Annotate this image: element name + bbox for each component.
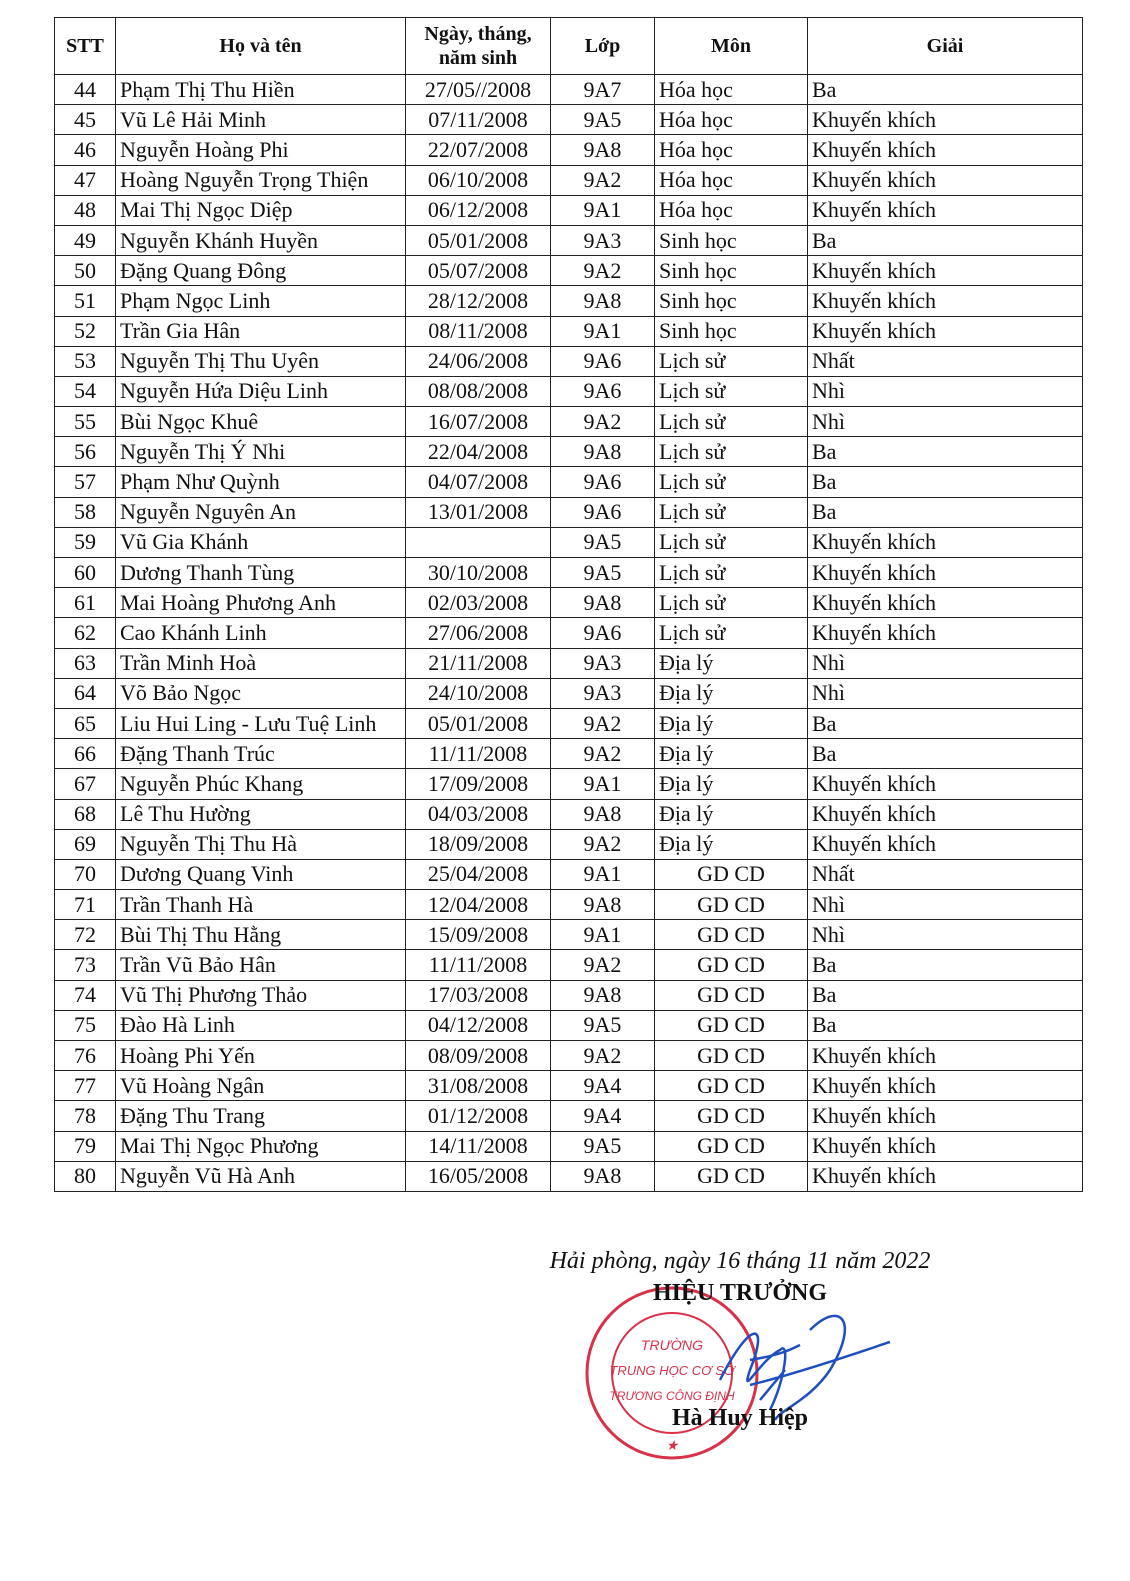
cell-stt: 76: [55, 1041, 116, 1071]
cell-name: Vũ Lê Hải Minh: [116, 105, 406, 135]
cell-subject: GD CD: [655, 1071, 808, 1101]
cell-dob: 02/03/2008: [406, 588, 551, 618]
table-row: [55, 648, 1083, 678]
cell-name: Vũ Hoàng Ngân: [116, 1071, 406, 1101]
cell-stt: 45: [55, 105, 116, 135]
cell-stt: 53: [55, 346, 116, 376]
cell-class: 9A1: [551, 920, 655, 950]
cell-subject: GD CD: [655, 1101, 808, 1131]
table-row: [55, 980, 1083, 1010]
cell-class: 9A3: [551, 225, 655, 255]
cell-stt: 62: [55, 618, 116, 648]
table-row: [55, 467, 1083, 497]
cell-dob: 25/04/2008: [406, 859, 551, 889]
cell-stt: 77: [55, 1071, 116, 1101]
cell-award: Ba: [808, 950, 1083, 980]
table-row: [55, 75, 1083, 105]
cell-stt: 49: [55, 225, 116, 255]
cell-class: 9A2: [551, 950, 655, 980]
cell-award: Khuyến khích: [808, 1071, 1083, 1101]
cell-class: 9A7: [551, 75, 655, 105]
cell-stt: 66: [55, 739, 116, 769]
cell-award: Nhì: [808, 920, 1083, 950]
header-award: Giải: [808, 18, 1083, 75]
cell-class: 9A2: [551, 829, 655, 859]
cell-award: Khuyến khích: [808, 829, 1083, 859]
cell-class: 9A3: [551, 648, 655, 678]
cell-class: 9A8: [551, 286, 655, 316]
table-row: [55, 1041, 1083, 1071]
table-row: [55, 195, 1083, 225]
cell-award: Nhì: [808, 376, 1083, 406]
cell-class: 9A2: [551, 407, 655, 437]
stamp-star-icon: ★: [665, 1437, 679, 1453]
cell-class: 9A3: [551, 678, 655, 708]
cell-name: Hoàng Nguyễn Trọng Thiện: [116, 165, 406, 195]
cell-dob: 08/08/2008: [406, 376, 551, 406]
cell-award: Nhì: [808, 678, 1083, 708]
cell-dob: 05/07/2008: [406, 256, 551, 286]
cell-dob: 31/08/2008: [406, 1071, 551, 1101]
cell-name: Lê Thu Hường: [116, 799, 406, 829]
cell-award: Ba: [808, 225, 1083, 255]
cell-name: Nguyễn Nguyên An: [116, 497, 406, 527]
cell-award: Nhất: [808, 859, 1083, 889]
cell-name: Nguyễn Vũ Hà Anh: [116, 1161, 406, 1191]
cell-award: Ba: [808, 497, 1083, 527]
cell-stt: 48: [55, 195, 116, 225]
cell-award: Khuyến khích: [808, 135, 1083, 165]
cell-dob: 16/07/2008: [406, 407, 551, 437]
awards-table: [54, 17, 1083, 1192]
table-row: [55, 135, 1083, 165]
cell-class: 9A5: [551, 1131, 655, 1161]
cell-award: Khuyến khích: [808, 1131, 1083, 1161]
cell-name: Nguyễn Thị Thu Uyên: [116, 346, 406, 376]
cell-class: 9A8: [551, 799, 655, 829]
table-row: [55, 618, 1083, 648]
cell-dob: 08/09/2008: [406, 1041, 551, 1071]
cell-dob: 18/09/2008: [406, 829, 551, 859]
cell-subject: GD CD: [655, 890, 808, 920]
cell-name: Nguyễn Khánh Huyền: [116, 225, 406, 255]
header-subject: Môn: [655, 18, 808, 75]
cell-dob: 14/11/2008: [406, 1131, 551, 1161]
cell-name: Bùi Thị Thu Hằng: [116, 920, 406, 950]
cell-subject: Lịch sử: [655, 497, 808, 527]
cell-award: Khuyến khích: [808, 256, 1083, 286]
cell-class: 9A8: [551, 980, 655, 1010]
cell-stt: 70: [55, 859, 116, 889]
cell-class: 9A6: [551, 376, 655, 406]
cell-award: Nhì: [808, 890, 1083, 920]
cell-subject: Lịch sử: [655, 527, 808, 557]
cell-name: Mai Hoàng Phương Anh: [116, 588, 406, 618]
table-row: [55, 708, 1083, 738]
cell-subject: GD CD: [655, 1041, 808, 1071]
table-header-row: [55, 18, 1083, 75]
cell-subject: GD CD: [655, 920, 808, 950]
table-row: [55, 890, 1083, 920]
cell-stt: 50: [55, 256, 116, 286]
header-stt: STT: [55, 18, 116, 75]
cell-dob: 22/04/2008: [406, 437, 551, 467]
cell-dob: 13/01/2008: [406, 497, 551, 527]
signer-title: HIỆU TRƯỞNG: [652, 1280, 828, 1306]
cell-subject: Địa lý: [655, 739, 808, 769]
cell-award: Ba: [808, 467, 1083, 497]
cell-award: Ba: [808, 75, 1083, 105]
table-row: [55, 1161, 1083, 1191]
cell-dob: 06/10/2008: [406, 165, 551, 195]
cell-class: 9A1: [551, 195, 655, 225]
cell-award: Ba: [808, 708, 1083, 738]
cell-subject: Địa lý: [655, 799, 808, 829]
table-row: [55, 527, 1083, 557]
table-row: [55, 769, 1083, 799]
cell-award: Khuyến khích: [808, 527, 1083, 557]
cell-dob: 17/03/2008: [406, 980, 551, 1010]
cell-stt: 47: [55, 165, 116, 195]
cell-dob: 05/01/2008: [406, 225, 551, 255]
cell-award: Khuyến khích: [808, 558, 1083, 588]
cell-class: 9A2: [551, 165, 655, 195]
cell-subject: GD CD: [655, 980, 808, 1010]
cell-subject: Lịch sử: [655, 618, 808, 648]
cell-name: Trần Gia Hân: [116, 316, 406, 346]
cell-award: Khuyến khích: [808, 105, 1083, 135]
cell-award: Nhì: [808, 407, 1083, 437]
stamp-line-3: TRƯƠNG CÔNG ĐỊNH: [609, 1389, 735, 1403]
cell-class: 9A1: [551, 859, 655, 889]
table-row: [55, 316, 1083, 346]
cell-stt: 75: [55, 1010, 116, 1040]
cell-dob: 24/10/2008: [406, 678, 551, 708]
stamp-line-2: TRUNG HỌC CƠ SỞ: [609, 1363, 735, 1378]
cell-subject: Địa lý: [655, 678, 808, 708]
cell-stt: 79: [55, 1131, 116, 1161]
cell-stt: 56: [55, 437, 116, 467]
cell-name: Đặng Thu Trang: [116, 1101, 406, 1131]
cell-award: Khuyến khích: [808, 165, 1083, 195]
cell-stt: 78: [55, 1101, 116, 1131]
table-row: [55, 225, 1083, 255]
table-row: [55, 1101, 1083, 1131]
cell-subject: Lịch sử: [655, 407, 808, 437]
table-row: [55, 558, 1083, 588]
table-row: [55, 1131, 1083, 1161]
cell-award: Khuyến khích: [808, 618, 1083, 648]
cell-subject: Địa lý: [655, 648, 808, 678]
cell-dob: 11/11/2008: [406, 950, 551, 980]
cell-dob: 04/12/2008: [406, 1010, 551, 1040]
signer-name: Hà Huy Hiệp: [671, 1405, 809, 1431]
cell-stt: 61: [55, 588, 116, 618]
cell-class: 9A5: [551, 558, 655, 588]
cell-dob: 12/04/2008: [406, 890, 551, 920]
cell-dob: 24/06/2008: [406, 346, 551, 376]
cell-name: Nguyễn Thị Thu Hà: [116, 829, 406, 859]
cell-award: Khuyến khích: [808, 1041, 1083, 1071]
cell-dob: 21/11/2008: [406, 648, 551, 678]
table-row: [55, 1071, 1083, 1101]
cell-class: 9A5: [551, 527, 655, 557]
cell-subject: Địa lý: [655, 708, 808, 738]
cell-name: Võ Bảo Ngọc: [116, 678, 406, 708]
table-row: [55, 739, 1083, 769]
cell-name: Mai Thị Ngọc Phương: [116, 1131, 406, 1161]
cell-stt: 57: [55, 467, 116, 497]
table-row: [55, 799, 1083, 829]
cell-stt: 64: [55, 678, 116, 708]
cell-stt: 51: [55, 286, 116, 316]
cell-class: 9A5: [551, 1010, 655, 1040]
cell-dob: 17/09/2008: [406, 769, 551, 799]
cell-class: 9A2: [551, 708, 655, 738]
cell-subject: Lịch sử: [655, 467, 808, 497]
table-row: [55, 286, 1083, 316]
cell-dob: 04/03/2008: [406, 799, 551, 829]
cell-subject: Hóa học: [655, 165, 808, 195]
cell-dob: 07/11/2008: [406, 105, 551, 135]
cell-name: Mai Thị Ngọc Diệp: [116, 195, 406, 225]
cell-name: Dương Thanh Tùng: [116, 558, 406, 588]
cell-subject: GD CD: [655, 1131, 808, 1161]
table-row: [55, 497, 1083, 527]
cell-stt: 55: [55, 407, 116, 437]
cell-name: Vũ Gia Khánh: [116, 527, 406, 557]
table-row: [55, 829, 1083, 859]
cell-dob: 30/10/2008: [406, 558, 551, 588]
cell-stt: 71: [55, 890, 116, 920]
header-dob: Ngày, tháng, năm sinh: [406, 18, 551, 75]
cell-subject: Địa lý: [655, 829, 808, 859]
cell-stt: 72: [55, 920, 116, 950]
cell-class: 9A6: [551, 346, 655, 376]
cell-award: Ba: [808, 980, 1083, 1010]
cell-name: Nguyễn Hoàng Phi: [116, 135, 406, 165]
cell-award: Ba: [808, 1010, 1083, 1040]
cell-class: 9A1: [551, 769, 655, 799]
cell-award: Khuyến khích: [808, 195, 1083, 225]
cell-subject: GD CD: [655, 1010, 808, 1040]
cell-name: Bùi Ngọc Khuê: [116, 407, 406, 437]
cell-class: 9A6: [551, 467, 655, 497]
cell-subject: Lịch sử: [655, 437, 808, 467]
cell-award: Khuyến khích: [808, 286, 1083, 316]
cell-name: Đào Hà Linh: [116, 1010, 406, 1040]
cell-dob: 27/05//2008: [406, 75, 551, 105]
cell-dob: 08/11/2008: [406, 316, 551, 346]
cell-stt: 80: [55, 1161, 116, 1191]
cell-subject: GD CD: [655, 1161, 808, 1191]
cell-stt: 68: [55, 799, 116, 829]
cell-class: 9A2: [551, 1041, 655, 1071]
cell-award: Khuyến khích: [808, 1161, 1083, 1191]
cell-name: Dương Quang Vinh: [116, 859, 406, 889]
table-row: [55, 376, 1083, 406]
cell-name: Cao Khánh Linh: [116, 618, 406, 648]
table-row: [55, 678, 1083, 708]
cell-subject: Hóa học: [655, 75, 808, 105]
cell-class: 9A6: [551, 497, 655, 527]
cell-class: 9A6: [551, 618, 655, 648]
table-row: [55, 437, 1083, 467]
cell-name: Trần Minh Hoà: [116, 648, 406, 678]
cell-subject: GD CD: [655, 859, 808, 889]
cell-class: 9A5: [551, 105, 655, 135]
cell-dob: 22/07/2008: [406, 135, 551, 165]
cell-name: Vũ Thị Phương Thảo: [116, 980, 406, 1010]
cell-stt: 44: [55, 75, 116, 105]
cell-dob: 28/12/2008: [406, 286, 551, 316]
cell-subject: Sinh học: [655, 316, 808, 346]
cell-award: Khuyến khích: [808, 799, 1083, 829]
cell-class: 9A2: [551, 256, 655, 286]
table-row: [55, 407, 1083, 437]
cell-subject: Sinh học: [655, 256, 808, 286]
cell-name: Hoàng Phi Yến: [116, 1041, 406, 1071]
cell-stt: 74: [55, 980, 116, 1010]
cell-name: Đặng Quang Đông: [116, 256, 406, 286]
cell-name: Phạm Thị Thu Hiền: [116, 75, 406, 105]
cell-award: Ba: [808, 437, 1083, 467]
table-row: [55, 105, 1083, 135]
table-row: [55, 1010, 1083, 1040]
cell-stt: 59: [55, 527, 116, 557]
table-row: [55, 950, 1083, 980]
cell-class: 9A1: [551, 316, 655, 346]
cell-award: Khuyến khích: [808, 588, 1083, 618]
cell-dob: 06/12/2008: [406, 195, 551, 225]
cell-name: Trần Thanh Hà: [116, 890, 406, 920]
table-row: [55, 165, 1083, 195]
cell-subject: Hóa học: [655, 135, 808, 165]
cell-subject: Sinh học: [655, 225, 808, 255]
cell-dob: 05/01/2008: [406, 708, 551, 738]
cell-name: Nguyễn Phúc Khang: [116, 769, 406, 799]
cell-dob: 15/09/2008: [406, 920, 551, 950]
cell-stt: 63: [55, 648, 116, 678]
cell-dob: 11/11/2008: [406, 739, 551, 769]
cell-dob: 16/05/2008: [406, 1161, 551, 1191]
cell-class: 9A2: [551, 739, 655, 769]
cell-subject: Sinh học: [655, 286, 808, 316]
cell-stt: 65: [55, 708, 116, 738]
cell-class: 9A8: [551, 135, 655, 165]
cell-award: Ba: [808, 739, 1083, 769]
cell-name: Phạm Như Quỳnh: [116, 467, 406, 497]
cell-award: Nhất: [808, 346, 1083, 376]
table-row: [55, 859, 1083, 889]
cell-stt: 69: [55, 829, 116, 859]
cell-class: 9A8: [551, 437, 655, 467]
cell-class: 9A4: [551, 1101, 655, 1131]
cell-award: Khuyến khích: [808, 316, 1083, 346]
cell-class: 9A8: [551, 1161, 655, 1191]
cell-dob: 04/07/2008: [406, 467, 551, 497]
cell-class: 9A8: [551, 890, 655, 920]
cell-name: Nguyễn Thị Ý Nhi: [116, 437, 406, 467]
cell-award: Nhì: [808, 648, 1083, 678]
cell-subject: Địa lý: [655, 769, 808, 799]
cell-subject: Lịch sử: [655, 376, 808, 406]
cell-stt: 67: [55, 769, 116, 799]
stamp-line-1: TRƯỜNG: [640, 1337, 704, 1353]
cell-class: 9A4: [551, 1071, 655, 1101]
cell-dob: 01/12/2008: [406, 1101, 551, 1131]
cell-subject: Lịch sử: [655, 588, 808, 618]
cell-name: Trần Vũ Bảo Hân: [116, 950, 406, 980]
cell-subject: Lịch sử: [655, 558, 808, 588]
cell-award: Khuyến khích: [808, 769, 1083, 799]
table-row: [55, 256, 1083, 286]
cell-subject: Hóa học: [655, 195, 808, 225]
table-row: [55, 588, 1083, 618]
cell-name: Liu Hui Ling - Lưu Tuệ Linh: [116, 708, 406, 738]
cell-stt: 58: [55, 497, 116, 527]
cell-name: Phạm Ngọc Linh: [116, 286, 406, 316]
cell-stt: 54: [55, 376, 116, 406]
cell-subject: GD CD: [655, 950, 808, 980]
cell-name: Đặng Thanh Trúc: [116, 739, 406, 769]
table-row: [55, 920, 1083, 950]
cell-name: Nguyễn Hứa Diệu Linh: [116, 376, 406, 406]
cell-stt: 52: [55, 316, 116, 346]
cell-subject: Hóa học: [655, 105, 808, 135]
cell-stt: 73: [55, 950, 116, 980]
header-class: Lớp: [551, 18, 655, 75]
place-date: Hải phòng, ngày 16 tháng 11 năm 2022: [549, 1248, 931, 1274]
cell-class: 9A8: [551, 588, 655, 618]
header-name: Họ và tên: [116, 18, 406, 75]
cell-subject: Lịch sử: [655, 346, 808, 376]
cell-dob: 27/06/2008: [406, 618, 551, 648]
table-row: [55, 346, 1083, 376]
cell-stt: 46: [55, 135, 116, 165]
cell-stt: 60: [55, 558, 116, 588]
cell-dob: [406, 527, 551, 557]
cell-award: Khuyến khích: [808, 1101, 1083, 1131]
